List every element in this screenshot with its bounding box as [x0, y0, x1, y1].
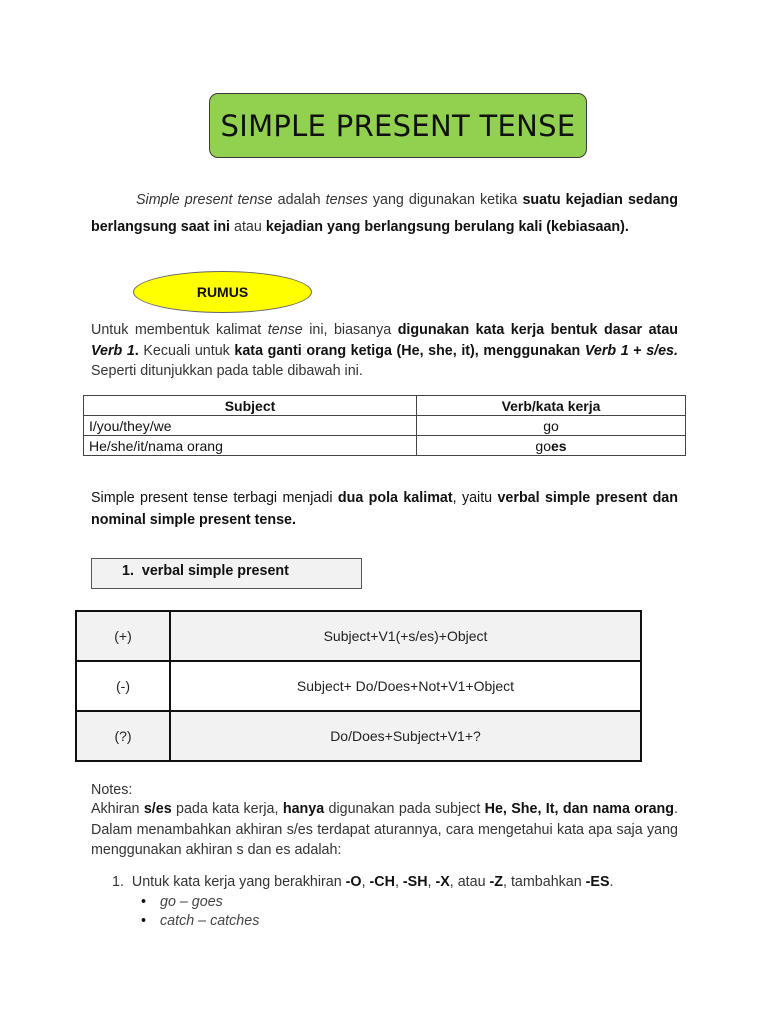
text: Akhiran	[91, 801, 144, 817]
term: s/es.	[646, 342, 678, 359]
formula-row	[76, 711, 641, 761]
text: Kecuali untuk	[138, 342, 235, 359]
text: .	[609, 874, 614, 890]
text: ini, biasanya	[302, 322, 398, 338]
emphasis: .	[134, 342, 139, 359]
column-header: Subject	[84, 396, 417, 416]
text: Simple present tense terbagi menjadi	[91, 490, 338, 506]
table-row	[84, 436, 686, 456]
column-header: Verb/kata kerja	[417, 396, 686, 416]
table-row	[84, 416, 686, 436]
rule-number: 1.	[112, 874, 124, 890]
verbal-section-heading	[91, 558, 362, 589]
text: Untuk membentuk kalimat	[91, 322, 268, 338]
page-title: SIMPLE PRESENT TENSE	[209, 93, 587, 158]
intro-text: adalah	[272, 192, 326, 208]
formula-symbol: (-)	[76, 661, 170, 711]
suffix: -CH	[369, 874, 395, 890]
intro-emphasis: suatu kejadian sedang berlangsung saat ini	[91, 192, 678, 235]
rumus-badge: RUMUS	[133, 271, 312, 313]
text: ,	[394, 874, 403, 890]
text: Seperti ditunjukkan pada table dibawah ini.	[91, 363, 363, 379]
verb-cell	[417, 436, 686, 456]
intro-paragraph	[91, 187, 678, 241]
emphasis: dua pola kalimat	[337, 490, 453, 506]
formula-row	[76, 661, 641, 711]
formation-paragraph	[91, 320, 678, 382]
emphasis: hanya	[282, 801, 325, 817]
verb-base: go	[535, 437, 551, 454]
suffix: -O	[345, 874, 362, 890]
emphasis	[646, 343, 678, 359]
suffix: -ES	[585, 874, 610, 890]
emphasis: s/es	[143, 801, 172, 817]
verb-cell	[417, 416, 686, 436]
subject-cell: He/she/it/nama orang	[84, 436, 417, 456]
patterns-paragraph	[91, 488, 678, 531]
verb-suffix: es	[551, 437, 567, 454]
intro-text: atau	[230, 219, 266, 235]
emphasis: kata ganti orang ketiga (He, she, it), menggunakan	[234, 342, 585, 359]
formula-table	[75, 610, 642, 762]
subject-verb-table	[83, 395, 686, 456]
emphasis	[91, 343, 135, 359]
subject-cell: I/you/they/we	[84, 416, 417, 436]
text: ,	[427, 874, 436, 890]
text: Untuk kata kerja yang berakhiran	[131, 874, 346, 890]
table-header-row	[84, 396, 686, 416]
emphasis: He, She, It, dan nama orang	[484, 801, 675, 817]
term: tense	[267, 322, 303, 338]
text: pada kata kerja,	[171, 801, 283, 817]
emphasis	[585, 343, 629, 359]
suffix: -SH	[402, 874, 428, 890]
intro-term: tenses	[325, 192, 368, 208]
intro-term: Simple present tense	[136, 192, 273, 208]
notes-paragraph	[91, 799, 678, 861]
notes-label: Notes:	[91, 782, 133, 798]
suffix: -Z	[489, 874, 504, 890]
intro-emphasis: kejadian yang berlangsung berulang kali (kebiasaan).	[265, 219, 629, 235]
formula-text: Subject+ Do/Does+Not+V1+Object	[170, 661, 641, 711]
term: Verb 1	[584, 342, 629, 359]
formula-text: Do/Does+Subject+V1+?	[170, 711, 641, 761]
text: digunakan pada subject	[324, 801, 485, 817]
suffix: -X	[435, 874, 450, 890]
formula-symbol: (+)	[76, 611, 170, 661]
formula-symbol: (?)	[76, 711, 170, 761]
text: , atau	[449, 874, 490, 890]
emphasis: digunakan kata kerja bentuk dasar atau	[397, 322, 678, 338]
heading-number: 1.	[122, 563, 134, 579]
intro-text: yang digunakan ketika	[367, 192, 523, 208]
formula-text: Subject+V1(+s/es)+Object	[170, 611, 641, 661]
text: ,	[361, 874, 370, 890]
text: . Dalam menambahkan akhiran s/es terdapat aturannya, cara mengetahui kata apa saja yang menggunakan akhiran s dan es adalah:	[91, 801, 678, 858]
verb-base: go	[543, 417, 559, 434]
term: Verb 1	[91, 342, 135, 359]
rule-item	[112, 874, 614, 890]
text: , yaitu	[452, 490, 498, 506]
example-item: • go – goes	[160, 894, 223, 910]
heading-label: verbal simple present	[141, 563, 289, 579]
text: , tambahkan	[503, 874, 586, 890]
formula-row	[76, 611, 641, 661]
emphasis: +	[628, 342, 647, 359]
emphasis: verbal simple present dan nominal simple present tense.	[91, 490, 678, 528]
example-item: • catch – catches	[160, 913, 259, 929]
